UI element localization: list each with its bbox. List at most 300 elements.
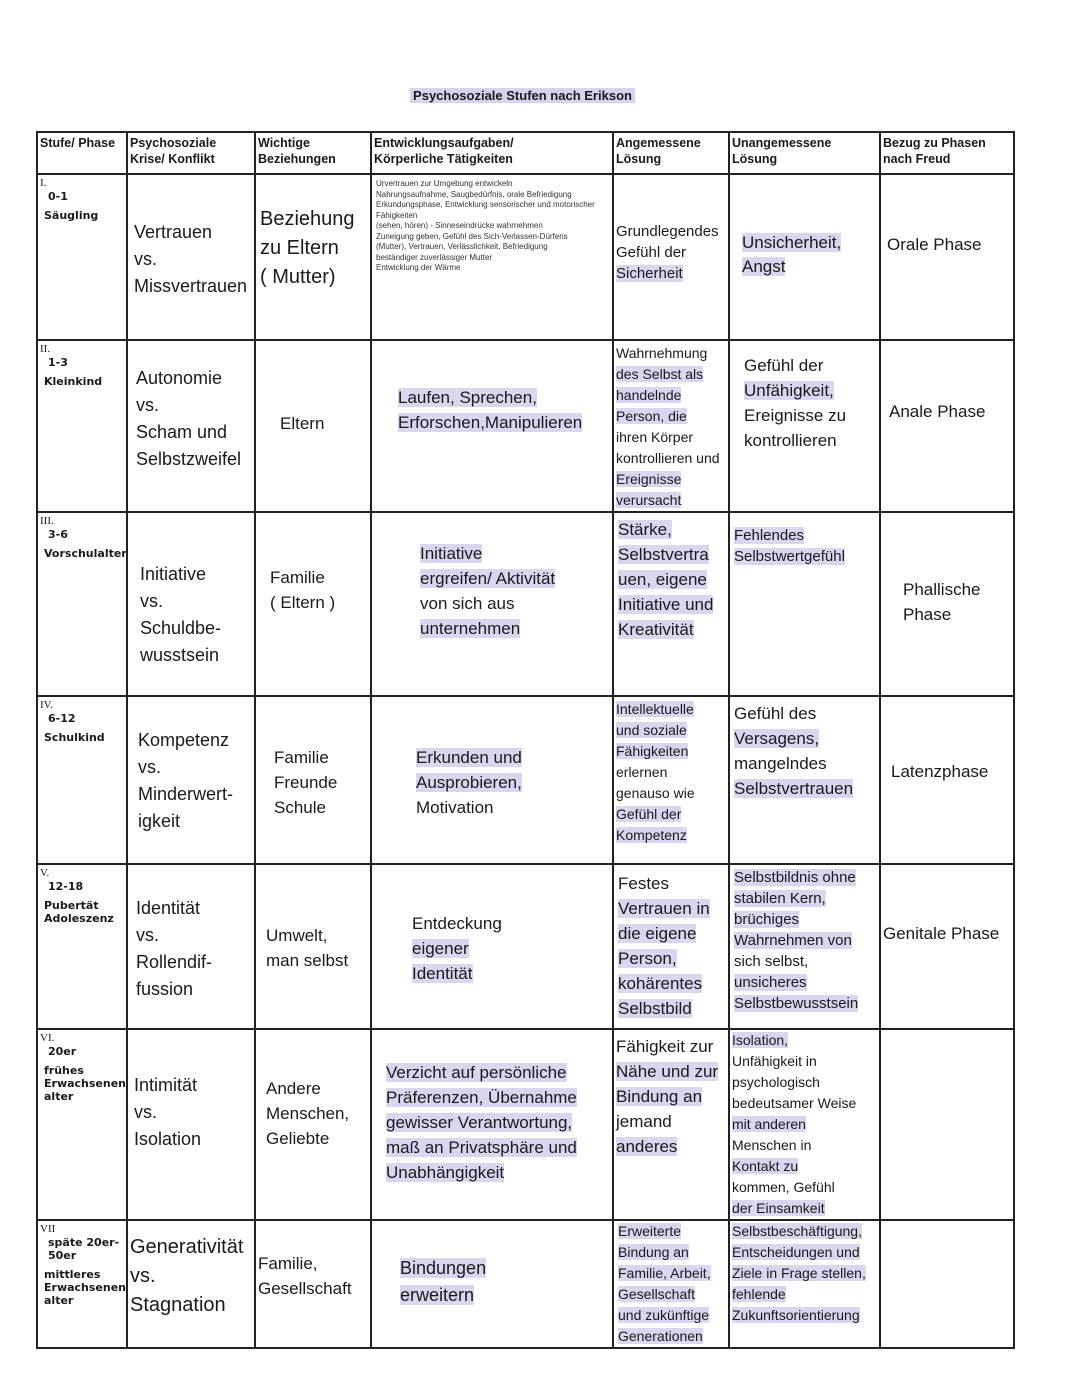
good-solution-text <box>614 865 728 1021</box>
cell-line <box>618 946 724 971</box>
cell-line-text: Erforschen,Manipulieren <box>398 413 583 432</box>
tasks-cell <box>371 174 613 340</box>
cell-line <box>616 1134 726 1159</box>
cell-line-text: Selbstbewusstsein <box>734 995 859 1012</box>
cell-line-text: Phallische <box>903 580 981 599</box>
cell-line <box>136 365 246 392</box>
cell-line <box>416 770 568 795</box>
cell-line-text: Scham und <box>136 422 228 442</box>
table-row <box>37 864 1014 1029</box>
tasks-cell <box>371 512 613 696</box>
cell-line-text: vs. <box>134 249 158 269</box>
bad-solution-text <box>730 341 879 453</box>
cell-line <box>618 617 724 642</box>
good-solution-cell <box>613 340 729 512</box>
cell-line <box>136 446 246 473</box>
header-freud: Bezug zu Phasen nach Freud <box>880 132 1014 174</box>
cell-line-text: Motivation <box>416 798 494 817</box>
cell-line <box>616 741 726 762</box>
header-row <box>37 132 1014 174</box>
cell-line-text: Geliebte <box>266 1129 330 1148</box>
table-row <box>37 512 1014 696</box>
stage-name: Kleinkind <box>44 375 103 388</box>
stage-number: VI. <box>40 1032 55 1044</box>
cell-line-text: Unabhängigkeit <box>386 1163 505 1182</box>
cell-line <box>732 1114 877 1135</box>
stage-cell <box>37 1029 127 1220</box>
cell-line <box>744 428 865 453</box>
bad-solution-cell <box>729 864 880 1029</box>
cell-line <box>616 720 726 741</box>
tasks-text <box>372 175 612 274</box>
cell-line-text: Freunde <box>274 773 338 792</box>
cell-line-text: Vertrauen <box>134 222 213 242</box>
relations-text <box>256 513 370 615</box>
cell-line <box>274 745 352 770</box>
cell-line <box>732 1305 877 1326</box>
freud-text <box>881 341 1013 424</box>
cell-line <box>274 795 352 820</box>
cell-line-text: fussion <box>136 979 194 999</box>
cell-line-text: brüchiges <box>734 911 800 928</box>
cell-line <box>260 234 366 263</box>
crisis-cell <box>127 174 255 340</box>
stage-name: mittleres Erwachsenen alter <box>44 1268 127 1307</box>
cell-line-text: Kontakt zu <box>732 1158 799 1174</box>
cell-line-text: Bindung an <box>616 1087 703 1106</box>
cell-line <box>140 642 242 669</box>
cell-line <box>732 1030 877 1051</box>
cell-line-text: Unsicherheit, <box>742 233 842 252</box>
cell-line <box>618 971 724 996</box>
cell-line-text: psychologisch <box>732 1074 820 1090</box>
cell-line <box>260 263 366 292</box>
relations-cell <box>255 1029 371 1220</box>
cell-line-text: maß an Privatsphäre und <box>386 1138 577 1157</box>
bad-solution-text <box>730 1221 879 1326</box>
cell-line <box>732 1072 877 1093</box>
cell-line <box>616 762 726 783</box>
cell-line <box>140 561 242 588</box>
cell-line-text: Stärke, <box>618 520 672 539</box>
good-solution-cell <box>613 1220 729 1348</box>
bad-solution-text <box>730 697 879 801</box>
cell-line-text: Fähigkeiten <box>616 743 689 759</box>
cell-line <box>616 1034 726 1059</box>
stage-label <box>38 175 126 224</box>
cell-line <box>386 1110 598 1135</box>
cell-line <box>734 993 875 1014</box>
cell-line-text: Menschen, <box>266 1104 350 1123</box>
stage-label <box>38 341 126 390</box>
crisis-cell <box>127 696 255 864</box>
cell-line <box>136 392 246 419</box>
cell-line-text: Phase <box>903 605 952 624</box>
freud-text <box>881 513 1013 627</box>
cell-line <box>618 1284 724 1305</box>
cell-line-text: erlernen <box>616 764 668 780</box>
cell-line-text: Initiative und <box>618 595 714 614</box>
cell-line <box>616 825 726 846</box>
cell-line-text: Umwelt, <box>266 926 328 945</box>
cell-line-text: Kompetenz <box>616 827 687 843</box>
cell-line-text: ihren Körper <box>616 429 694 445</box>
cell-line <box>386 1060 598 1085</box>
crisis-cell <box>127 340 255 512</box>
cell-line-text: Entscheidungen und <box>732 1244 860 1260</box>
stage-cell <box>37 512 127 696</box>
cell-line <box>376 221 608 232</box>
cell-line-text: Bindung an <box>618 1244 689 1260</box>
cell-line-text: verursacht <box>616 492 682 508</box>
cell-line-text: Unfähigkeit in <box>732 1053 817 1069</box>
cell-line <box>618 592 724 617</box>
cell-line <box>732 1284 877 1305</box>
crisis-text <box>128 175 254 300</box>
cell-line <box>140 615 242 642</box>
stage-label <box>38 865 126 927</box>
bad-solution-cell <box>729 696 880 864</box>
good-solution-text <box>614 1221 728 1347</box>
cell-line <box>618 1305 724 1326</box>
cell-line-text: Zukunftsorientierung <box>732 1307 860 1323</box>
cell-line-text: Familie <box>274 748 329 767</box>
cell-line-text: jemand <box>616 1112 672 1131</box>
cell-line <box>734 888 875 909</box>
tasks-text <box>372 697 612 820</box>
stage-age: 3-6 <box>48 528 68 541</box>
cell-line-text: kontrollieren <box>744 431 837 450</box>
cell-line <box>136 895 246 922</box>
relations-text <box>256 1221 370 1301</box>
good-solution-text <box>614 175 728 284</box>
crisis-text <box>128 513 254 669</box>
cell-line-text: die eigene <box>618 924 697 943</box>
stage-number: I. <box>40 177 47 189</box>
header-relations: Wichtige Beziehungen <box>255 132 371 174</box>
cell-line <box>138 781 244 808</box>
header-tasks: Entwicklungsaufgaben/ Körperliche Tätigkeiten <box>371 132 613 174</box>
cell-line-text: Selbstvertra <box>618 545 709 564</box>
cell-line <box>903 577 991 602</box>
cell-line <box>136 419 246 446</box>
cell-line <box>744 353 865 378</box>
cell-line-text: Missvertrauen <box>134 276 248 296</box>
cell-line <box>891 759 1003 784</box>
cell-line-text: Familie <box>270 568 325 587</box>
cell-line <box>616 221 726 242</box>
cell-line-text: mit anderen <box>732 1116 806 1132</box>
cell-line <box>742 231 867 255</box>
stage-name: Säugling <box>44 209 99 222</box>
stage-number: VII <box>40 1223 56 1235</box>
cell-line-text: unsicheres <box>734 974 807 991</box>
freud-text <box>881 865 1013 946</box>
cell-line <box>416 795 568 820</box>
cell-line <box>266 1076 360 1101</box>
cell-line <box>134 246 248 273</box>
cell-line <box>266 948 360 973</box>
cell-line-text: Selbstwertgefühl <box>734 548 845 565</box>
stage-name: Vorschulalter <box>44 547 127 560</box>
cell-line-text: erweitern <box>400 1285 475 1305</box>
cell-line <box>138 727 244 754</box>
tasks-text <box>372 1221 612 1309</box>
bad-solution-text <box>730 1030 879 1219</box>
cell-line-text: Nähe und zur <box>616 1062 719 1081</box>
cell-line-text: Generationen <box>618 1328 703 1344</box>
cell-line <box>412 936 572 961</box>
cell-line-text: fehlende <box>732 1286 786 1302</box>
cell-line-text: Minderwert- <box>138 784 234 804</box>
cell-line <box>618 871 724 896</box>
cell-line-text: Angst <box>742 257 786 276</box>
cell-line-text: Familie, Arbeit, <box>618 1265 711 1281</box>
cell-line <box>420 591 564 616</box>
cell-line <box>134 1072 248 1099</box>
stage-age: 20er <box>48 1045 77 1058</box>
freud-cell <box>880 512 1014 696</box>
tasks-cell <box>371 1029 613 1220</box>
cell-line-text: Laufen, Sprechen, <box>398 388 537 407</box>
relations-text <box>256 865 370 973</box>
cell-line <box>420 616 564 641</box>
cell-line <box>260 205 366 234</box>
good-solution-text <box>614 341 728 511</box>
cell-line-text: Gesellschaft <box>618 1286 696 1302</box>
cell-line <box>616 804 726 825</box>
cell-line-text: kommen, Gefühl <box>732 1179 835 1195</box>
cell-line <box>134 1126 248 1153</box>
cell-line-text: Familie, <box>258 1254 318 1273</box>
crisis-text <box>128 1030 254 1153</box>
good-solution-cell <box>613 1029 729 1220</box>
cell-line-text: Wahrnehmung <box>616 345 708 361</box>
cell-line <box>618 1326 724 1347</box>
cell-line-text: Vertrauen in <box>618 899 710 918</box>
cell-line-text: Versagens, <box>734 729 820 748</box>
cell-line <box>616 406 726 427</box>
table-row <box>37 1220 1014 1348</box>
crisis-text <box>128 865 254 1003</box>
cell-line-text: zu Eltern <box>260 237 339 259</box>
cell-line-text: Intimität <box>134 1075 198 1095</box>
cell-line-text: Rollendif- <box>136 952 213 972</box>
stage-age: späte 20er-50er <box>48 1236 120 1262</box>
cell-line <box>376 190 608 201</box>
cell-line-text: Gefühl des <box>734 704 817 723</box>
bad-solution-cell <box>729 512 880 696</box>
cell-line <box>616 1109 726 1134</box>
cell-line-text: Identität <box>136 898 201 918</box>
crisis-cell <box>127 512 255 696</box>
cell-line <box>136 949 246 976</box>
cell-line-text: Grundlegendes <box>616 223 719 240</box>
stage-name: frühes Erwachsenen alter <box>44 1064 127 1103</box>
cell-line-text: Präferenzen, Übernahme <box>386 1088 577 1107</box>
cell-line-text: Gesellschaft <box>258 1279 352 1298</box>
cell-line <box>618 1263 724 1284</box>
cell-line <box>618 517 724 542</box>
cell-line-text: kontrollieren und <box>616 450 720 466</box>
cell-line <box>742 255 867 279</box>
cell-line-text: Beziehung <box>260 208 355 230</box>
cell-line <box>616 1059 726 1084</box>
cell-line <box>618 996 724 1021</box>
bad-solution-cell <box>729 174 880 340</box>
cell-line <box>616 490 726 511</box>
relations-cell <box>255 174 371 340</box>
cell-line <box>400 1255 584 1282</box>
cell-line <box>130 1291 252 1320</box>
stage-number: V. <box>40 867 50 879</box>
cell-line <box>903 602 991 627</box>
good-solution-text <box>614 1030 728 1159</box>
good-solution-cell <box>613 174 729 340</box>
cell-line-text: des Selbst als <box>616 366 704 382</box>
cell-line <box>734 972 875 993</box>
cell-line-text: von sich aus <box>420 594 515 613</box>
cell-line <box>734 726 875 751</box>
good-solution-text <box>614 513 728 642</box>
cell-line-text: bedeutsamer Weise <box>732 1095 857 1111</box>
cell-line-text: Identität <box>412 964 473 983</box>
cell-line-text: Ziele in Frage stellen, <box>732 1265 866 1281</box>
cell-line <box>134 273 248 300</box>
bad-solution-text <box>730 513 879 567</box>
cell-line <box>732 1198 877 1219</box>
page-title: Psychosoziale Stufen nach Erikson <box>0 88 1045 103</box>
cell-line <box>616 469 726 490</box>
stage-name: Pubertät Adoleszenz <box>44 899 114 925</box>
table-row <box>37 1029 1014 1220</box>
relations-cell <box>255 1220 371 1348</box>
cell-line <box>732 1156 877 1177</box>
stage-age: 1-3 <box>48 356 68 369</box>
cell-line <box>130 1233 252 1262</box>
cell-line <box>616 385 726 406</box>
cell-line-text: kohärentes <box>618 974 703 993</box>
cell-line-text: vs. <box>140 591 164 611</box>
cell-line <box>138 754 244 781</box>
cell-line-text: der Einsamkeit <box>732 1200 825 1216</box>
cell-line-text: Initiative <box>420 544 483 563</box>
cell-line-text: Person, die <box>616 408 687 424</box>
cell-line <box>376 200 608 221</box>
cell-line <box>616 427 726 448</box>
cell-line-text: man selbst <box>266 951 349 970</box>
tasks-cell <box>371 340 613 512</box>
cell-line-text: Eltern <box>280 414 325 433</box>
cell-line-text: mangelndes <box>734 754 827 773</box>
stage-cell <box>37 696 127 864</box>
cell-line-text: Latenzphase <box>891 762 989 781</box>
cell-line <box>618 1221 724 1242</box>
relations-cell <box>255 512 371 696</box>
cell-line <box>734 701 875 726</box>
cell-line-text: Ereignisse <box>616 471 682 487</box>
cell-line <box>734 776 875 801</box>
erikson-table <box>36 131 1015 1349</box>
cell-line <box>732 1221 877 1242</box>
cell-line <box>883 921 1011 946</box>
stage-age: 0-1 <box>48 190 68 203</box>
bad-solution-cell <box>729 1220 880 1348</box>
stage-label <box>38 1221 126 1309</box>
cell-line <box>734 525 875 546</box>
cell-line <box>376 253 608 264</box>
cell-line-text: Gefühl der <box>744 356 824 375</box>
cell-line <box>616 1084 726 1109</box>
cell-line <box>398 385 586 410</box>
cell-line-text: Intellektuelle <box>616 701 694 717</box>
cell-line-text: Kompetenz <box>138 730 230 750</box>
cell-line-text: sich selbst, <box>734 953 809 970</box>
cell-line <box>734 867 875 888</box>
freud-cell <box>880 864 1014 1029</box>
cell-line-text: Menschen in <box>732 1137 812 1153</box>
cell-line <box>412 961 572 986</box>
cell-line-text: ( Mutter) <box>260 266 336 288</box>
cell-line <box>134 1099 248 1126</box>
cell-line-text: Zuneigung geben, Gefühl des Sich-Verlassen-Dürfens <box>376 231 568 241</box>
freud-cell <box>880 696 1014 864</box>
stage-cell <box>37 1220 127 1348</box>
cell-line-text: Anale Phase <box>889 402 986 421</box>
cell-line-text: Stagnation <box>130 1294 226 1316</box>
cell-line-text: igkeit <box>138 811 181 831</box>
cell-line <box>744 378 865 403</box>
cell-line-text: Erweiterte <box>618 1223 682 1239</box>
relations-cell <box>255 340 371 512</box>
cell-line-text: Erkundungsphase, Entwicklung sensorischer und motorischer Fähigkeiten <box>376 200 595 220</box>
cell-line <box>400 1282 584 1309</box>
cell-line <box>270 565 356 590</box>
cell-line <box>386 1160 598 1185</box>
tasks-cell <box>371 864 613 1029</box>
cell-line <box>616 242 726 263</box>
cell-line <box>734 930 875 951</box>
cell-line-text: anderes <box>616 1137 678 1156</box>
stage-label <box>38 1030 126 1105</box>
freud-cell <box>880 1220 1014 1348</box>
cell-line <box>618 896 724 921</box>
cell-line <box>280 411 346 436</box>
good-solution-cell <box>613 512 729 696</box>
cell-line <box>386 1135 598 1160</box>
cell-line-text: Kreativität <box>618 620 694 639</box>
stage-name: Schulkind <box>44 731 105 744</box>
cell-line <box>889 399 1005 424</box>
cell-line-text: ergreifen/ Aktivität <box>420 569 556 588</box>
cell-line-text: Autonomie <box>136 368 223 388</box>
cell-line-text: Isolation <box>134 1129 202 1149</box>
tasks-text <box>372 1030 612 1185</box>
cell-line-text: eigener <box>412 939 469 958</box>
header-crisis: Psychosoziale Krise/ Konflikt <box>127 132 255 174</box>
stage-cell <box>37 174 127 340</box>
cell-line <box>416 745 568 770</box>
cell-line <box>734 751 875 776</box>
cell-line <box>732 1093 877 1114</box>
header-good-solution: Angemessene Lösung <box>613 132 729 174</box>
cell-line-text: Entdeckung <box>412 914 502 933</box>
cell-line-text: Bindungen <box>400 1258 487 1278</box>
cell-line-text: Selbstvertrauen <box>734 779 854 798</box>
cell-line-text: uen, eigene <box>618 570 707 589</box>
cell-line-text: Sicherheit <box>616 265 683 282</box>
cell-line <box>618 567 724 592</box>
